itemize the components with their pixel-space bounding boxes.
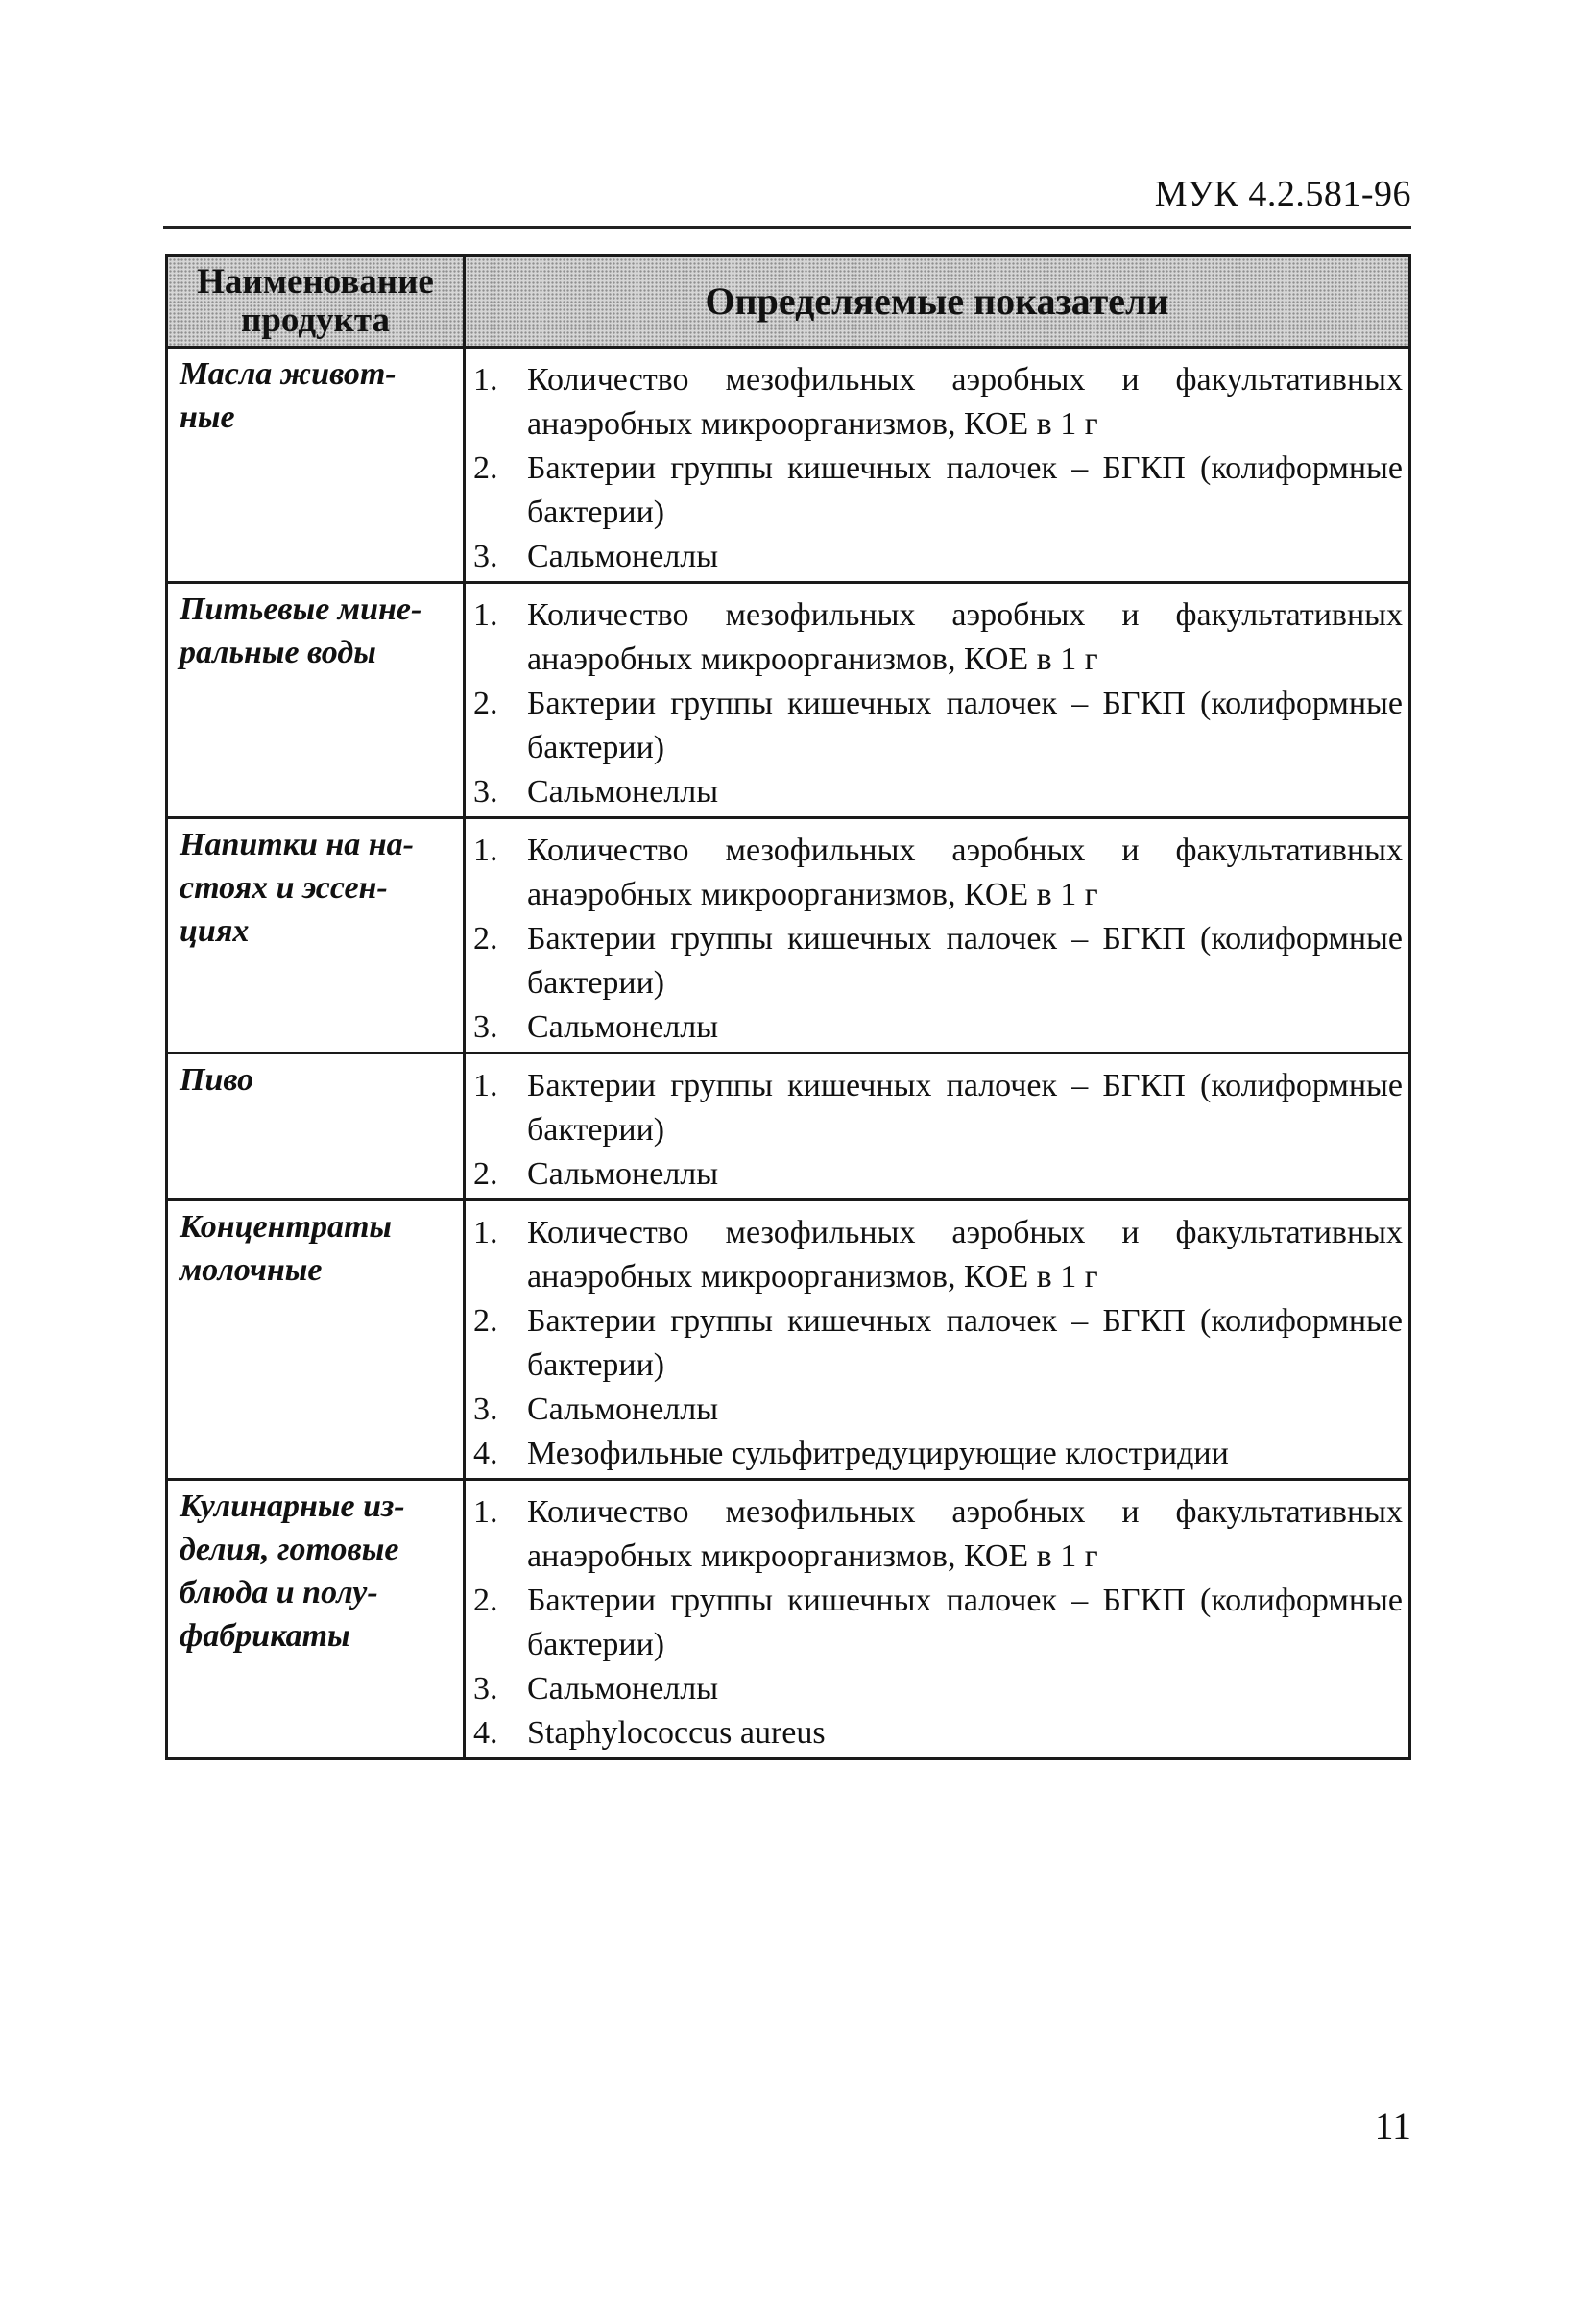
column-header-product: Наименование продукта xyxy=(167,256,465,348)
indicator-number: 4. xyxy=(473,1436,498,1471)
indicator-text: Количество мезофильных аэробных и факультативных анаэробных микроорганизмов, КОЕ в 1 г xyxy=(527,362,1403,442)
indicator-item xyxy=(473,1711,1403,1755)
indicator-number: 2. xyxy=(473,1583,498,1618)
indicator-number: 2. xyxy=(473,450,498,486)
product-name-line: блюда и полу- xyxy=(180,1575,378,1610)
indicators-table xyxy=(165,254,1411,1760)
indicator-item xyxy=(473,1005,1403,1050)
indicator-text: Сальмонеллы xyxy=(527,774,719,810)
indicators-cell xyxy=(465,1053,1410,1200)
product-name-line: Кулинарные из- xyxy=(180,1489,405,1524)
indicator-item xyxy=(473,1299,1403,1388)
indicator-text: Количество мезофильных аэробных и факультативных анаэробных микроорганизмов, КОЕ в 1 г xyxy=(527,597,1403,677)
indicator-item xyxy=(473,358,1403,447)
indicator-number: 2. xyxy=(473,1303,498,1339)
product-name-cell xyxy=(167,1053,465,1200)
indicator-item xyxy=(473,1579,1403,1667)
indicator-item xyxy=(473,1064,1403,1152)
indicator-text: Количество мезофильных аэробных и факультативных анаэробных микроорганизмов, КОЕ в 1 г xyxy=(527,1215,1403,1295)
indicator-number: 2. xyxy=(473,1156,498,1192)
indicator-number: 1. xyxy=(473,362,498,398)
table-row xyxy=(167,348,1410,583)
indicators-cell xyxy=(465,1480,1410,1759)
indicator-item xyxy=(473,682,1403,770)
indicators-cell xyxy=(465,583,1410,818)
column-header-indicators: Определяемые показатели xyxy=(465,256,1410,348)
document-code: МУК 4.2.581-96 xyxy=(1154,174,1411,214)
indicator-text: Бактерии группы кишечных палочек – БГКП (колиформные бактерии) xyxy=(527,1303,1403,1383)
table-row xyxy=(167,583,1410,818)
product-name-line: делия, готовые xyxy=(180,1532,399,1567)
product-name-cell xyxy=(167,348,465,583)
indicator-number: 3. xyxy=(473,774,498,810)
indicator-item xyxy=(473,917,1403,1005)
indicator-text: Бактерии группы кишечных палочек – БГКП (колиформные бактерии) xyxy=(527,686,1403,765)
table-row xyxy=(167,1200,1410,1480)
product-name-line: Питьевые мине- xyxy=(180,592,422,627)
product-name-line: стоях и эссен- xyxy=(180,870,388,906)
table-row xyxy=(167,1053,1410,1200)
indicator-number: 1. xyxy=(473,1215,498,1250)
indicator-text: Количество мезофильных аэробных и факультативных анаэробных микроорганизмов, КОЕ в 1 г xyxy=(527,833,1403,912)
indicator-number: 1. xyxy=(473,597,498,633)
indicators-cell xyxy=(465,1200,1410,1480)
product-name-line: Напитки на на- xyxy=(180,827,414,862)
indicator-text: Количество мезофильных аэробных и факультативных анаэробных микроорганизмов, КОЕ в 1 г xyxy=(527,1494,1403,1574)
indicator-item xyxy=(473,1152,1403,1197)
product-name-cell xyxy=(167,1480,465,1759)
indicator-item xyxy=(473,770,1403,814)
product-name-line: ральные воды xyxy=(180,635,376,670)
indicator-number: 2. xyxy=(473,686,498,721)
product-name-line: циях xyxy=(180,913,250,949)
product-name-cell xyxy=(167,818,465,1053)
page-number: 11 xyxy=(1374,2104,1411,2147)
indicator-text: Staphylococcus aureus xyxy=(527,1715,826,1751)
indicators-cell xyxy=(465,348,1410,583)
product-name-line: молочные xyxy=(180,1252,323,1288)
indicators-cell xyxy=(465,818,1410,1053)
product-name-line: ные xyxy=(180,399,235,435)
indicator-text: Сальмонеллы xyxy=(527,539,719,574)
indicator-item xyxy=(473,593,1403,682)
table-header-row xyxy=(167,256,1410,348)
product-name-line: Концентраты xyxy=(180,1209,392,1245)
indicator-number: 3. xyxy=(473,1392,498,1427)
indicator-text: Бактерии группы кишечных палочек – БГКП (колиформные бактерии) xyxy=(527,450,1403,530)
product-name-line: фабрикаты xyxy=(180,1618,350,1654)
indicator-item xyxy=(473,1211,1403,1299)
indicator-text: Сальмонеллы xyxy=(527,1156,719,1192)
indicator-item xyxy=(473,535,1403,579)
header-rule xyxy=(163,226,1411,229)
indicator-number: 2. xyxy=(473,921,498,956)
product-name-cell xyxy=(167,1200,465,1480)
indicator-number: 4. xyxy=(473,1715,498,1751)
indicator-item xyxy=(473,1490,1403,1579)
indicator-number: 1. xyxy=(473,833,498,868)
table-row xyxy=(167,818,1410,1053)
indicator-item xyxy=(473,1667,1403,1711)
indicator-text: Сальмонеллы xyxy=(527,1392,719,1427)
indicator-item xyxy=(473,1432,1403,1476)
indicator-number: 1. xyxy=(473,1494,498,1530)
indicator-text: Бактерии группы кишечных палочек – БГКП (колиформные бактерии) xyxy=(527,1068,1403,1148)
product-name-line: Масла живот- xyxy=(180,356,397,392)
indicator-text: Сальмонеллы xyxy=(527,1009,719,1045)
indicator-text: Мезофильные сульфитредуцирующие клостридии xyxy=(527,1436,1229,1471)
indicator-item xyxy=(473,829,1403,917)
indicator-item xyxy=(473,447,1403,535)
table-body xyxy=(167,348,1410,1759)
indicator-number: 3. xyxy=(473,1009,498,1045)
indicator-number: 3. xyxy=(473,1671,498,1707)
indicator-item xyxy=(473,1388,1403,1432)
product-name-line: Пиво xyxy=(180,1062,254,1098)
indicator-text: Сальмонеллы xyxy=(527,1671,719,1707)
indicator-number: 3. xyxy=(473,539,498,574)
indicator-number: 1. xyxy=(473,1068,498,1103)
table-row xyxy=(167,1480,1410,1759)
indicator-text: Бактерии группы кишечных палочек – БГКП (колиформные бактерии) xyxy=(527,921,1403,1001)
indicator-text: Бактерии группы кишечных палочек – БГКП (колиформные бактерии) xyxy=(527,1583,1403,1662)
product-name-cell xyxy=(167,583,465,818)
